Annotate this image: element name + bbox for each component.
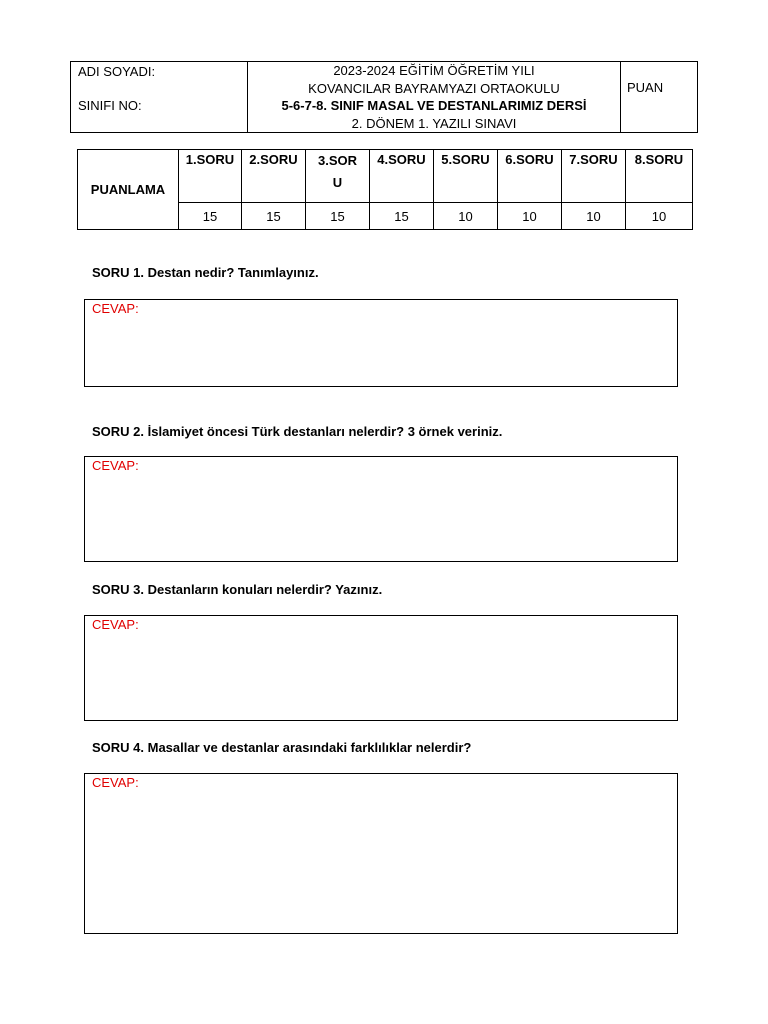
answer-label: CEVAP: (92, 617, 139, 632)
question-header-text: 3.SORU (317, 153, 357, 190)
question-header: 1.SORU (179, 150, 242, 203)
question-points: 15 (242, 203, 306, 230)
question-points: 10 (626, 203, 693, 230)
answer-box-2[interactable] (84, 456, 678, 562)
question-points: 15 (370, 203, 434, 230)
question-points: 10 (498, 203, 562, 230)
scoring-label: PUANLAMA (78, 150, 179, 230)
question-3: SORU 3. Destanların konuları nelerdir? Yazınız. (92, 582, 383, 597)
answer-box-3[interactable] (84, 615, 678, 721)
answer-label: CEVAP: (92, 301, 139, 316)
exam-name: 2. DÖNEM 1. YAZILI SINAVI (351, 115, 517, 131)
answer-box-4[interactable] (84, 773, 678, 934)
name-label: ADI SOYADI: (78, 64, 156, 79)
question-header: 2.SORU (242, 150, 306, 203)
question-points: 10 (434, 203, 498, 230)
answer-label: CEVAP: (92, 458, 139, 473)
score-label: PUAN (627, 80, 664, 95)
scoring-table (77, 149, 693, 230)
score-cell (621, 62, 698, 133)
question-header: 5.SORU (434, 150, 498, 203)
question-points: 15 (179, 203, 242, 230)
class-label: SINIFI NO: (78, 98, 142, 113)
course-title: 5-6-7-8. SINIF MASAL VE DESTANLARIMIZ DERSİ (281, 98, 587, 113)
exam-header (70, 61, 698, 133)
answer-label: CEVAP: (92, 775, 139, 790)
question-header: 8.SORU (626, 150, 693, 203)
question-header: 4.SORU (370, 150, 434, 203)
question-points: 15 (306, 203, 370, 230)
student-info-cell (71, 62, 248, 133)
question-header: 7.SORU (562, 150, 626, 203)
academic-year: 2023-2024 EĞİTİM ÖĞRETİM YILI (333, 63, 535, 78)
question-2: SORU 2. İslamiyet öncesi Türk destanları nelerdir? 3 örnek veriniz. (92, 424, 503, 439)
question-header (306, 150, 370, 203)
exam-title-cell (248, 62, 621, 133)
question-1: SORU 1. Destan nedir? Tanımlayınız. (92, 265, 319, 280)
question-4: SORU 4. Masallar ve destanlar arasındaki farklılıklar nelerdir? (92, 740, 472, 755)
answer-box-1[interactable] (84, 299, 678, 387)
school-name: KOVANCILAR BAYRAMYAZI ORTAOKULU (308, 80, 560, 96)
question-points: 10 (562, 203, 626, 230)
question-header: 6.SORU (498, 150, 562, 203)
